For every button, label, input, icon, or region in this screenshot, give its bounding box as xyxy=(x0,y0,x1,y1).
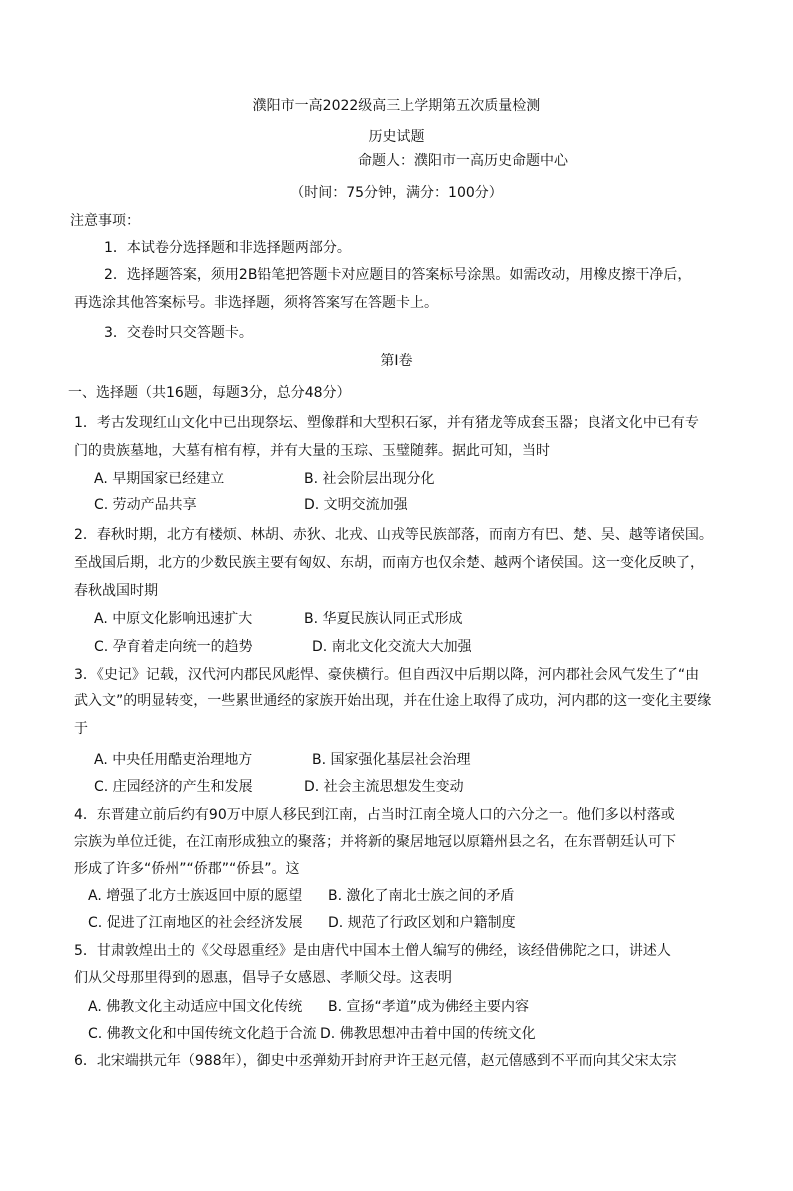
notice-heading: 注意事项： xyxy=(70,213,140,229)
q4-option-c: C. 促进了江南地区的社会经济发展 xyxy=(88,915,303,931)
notice-item-3: 3．交卷时只交答题卡。 xyxy=(104,325,253,341)
author-line: 命题人：濮阳市一高历史命题中心 xyxy=(358,153,568,169)
q1-line-1: 1．考古发现红山文化中已出现祭坛、塑像群和大型积石冢，并有猪龙等成套玉器；良渚文化中已有专 xyxy=(74,415,699,431)
q2-option-c: C. 孕育着走向统一的趋势 xyxy=(94,639,253,655)
q5-line-2: 们从父母那里得到的恩惠，倡导子女感恩、孝顺父母。这表明 xyxy=(74,970,452,986)
q3-option-d: D. 社会主流思想发生变动 xyxy=(304,779,464,795)
volume-label: 第Ⅰ卷 xyxy=(380,353,413,369)
q2-line-1: 2．春秋时期，北方有楼烦、林胡、赤狄、北戎、山戎等民族部落，而南方有巴、楚、吴、越等诸侯国。 xyxy=(74,527,713,543)
q5-option-a: A. 佛教文化主动适应中国文化传统 xyxy=(88,999,303,1015)
subject-title: 历史试题 xyxy=(368,129,425,145)
q3-line-1: 3．《史记》记载，汉代河内郡民风彪悍、豪侠横行。但自西汉中后期以降，河内郡社会风气发生了“由 xyxy=(74,667,700,683)
q5-option-c: C. 佛教文化和中国传统文化趋于合流 xyxy=(88,1026,317,1042)
q2-line-3: 春秋战国时期 xyxy=(74,583,158,599)
q4-option-d: D. 规范了行政区划和户籍制度 xyxy=(328,915,516,931)
q3-option-b: B. 国家强化基层社会治理 xyxy=(312,752,471,768)
q4-line-2: 宗族为单位迁徙，在江南形成独立的聚落；并将新的聚居地冠以原籍州县之名，在东晋朝廷认可下 xyxy=(74,834,676,850)
q3-option-c: C. 庄园经济的产生和发展 xyxy=(94,779,253,795)
q1-option-b: B. 社会阶层出现分化 xyxy=(304,471,435,487)
q3-line-2: 武入文”的明显转变，一些累世通经的家族开始出现，并在仕途上取得了成功，河内郡的这一变化主要缘 xyxy=(74,693,712,709)
q1-option-d: D. 文明交流加强 xyxy=(304,497,408,513)
q3-option-a: A. 中央任用酷吏治理地方 xyxy=(94,752,253,768)
exam-title: 濮阳市一高2022级高三上学期第五次质量检测 xyxy=(252,98,541,114)
q4-line-3: 形成了许多“侨州”“侨郡”“侨县”。这 xyxy=(74,861,300,877)
q1-option-a: A. 早期国家已经建立 xyxy=(94,471,225,487)
q2-option-b: B. 华夏民族认同正式形成 xyxy=(304,611,463,627)
q5-line-1: 5．甘肃敦煌出土的《父母恩重经》是由唐代中国本土僧人编写的佛经，该经借佛陀之口，讲述人 xyxy=(74,943,671,959)
q5-option-d: D. 佛教思想冲击着中国的传统文化 xyxy=(320,1026,536,1042)
time-score-line: （时间：75分钟，满分：100分） xyxy=(290,185,503,201)
q2-option-d: D. 南北文化交流大大加强 xyxy=(312,639,472,655)
notice-item-1: 1．本试卷分选择题和非选择题两部分。 xyxy=(104,240,351,256)
q4-option-b: B. 激化了南北士族之间的矛盾 xyxy=(328,888,515,904)
q3-line-3: 于 xyxy=(74,721,88,737)
q5-option-b: B. 宣扬“孝道”成为佛经主要内容 xyxy=(328,999,530,1015)
q6-line-1: 6．北宋端拱元年（988年），御史中丞弹劾开封府尹许王赵元僖，赵元僖感到不平而向其父宋太宗 xyxy=(74,1053,677,1069)
q4-option-a: A. 增强了北方士族返回中原的愿望 xyxy=(88,888,303,904)
q2-option-a: A. 中原文化影响迅速扩大 xyxy=(94,611,253,627)
q1-line-2: 门的贵族墓地，大墓有棺有椁，并有大量的玉琮、玉璧随葬。据此可知，当时 xyxy=(74,443,550,459)
notice-item-2-line-1: 2．选择题答案，须用2B铅笔把答题卡对应题目的答案标号涂黑。如需改动，用橡皮擦干净后， xyxy=(104,267,692,283)
section-heading: 一、选择题（共16题，每题3分，总分48分） xyxy=(68,385,351,401)
q1-option-c: C. 劳动产品共享 xyxy=(94,497,197,513)
q2-line-2: 至战国后期，北方的少数民族主要有匈奴、东胡，而南方也仅余楚、越两个诸侯国。这一变化反映了， xyxy=(74,555,704,571)
notice-item-2-line-2: 再选涂其他答案标号。非选择题，须将答案写在答题卡上。 xyxy=(74,295,438,311)
q4-line-1: 4．东晋建立前后约有90万中原人移民到江南，占当时江南全境人口的六分之一。他们多以村落或 xyxy=(74,807,675,823)
